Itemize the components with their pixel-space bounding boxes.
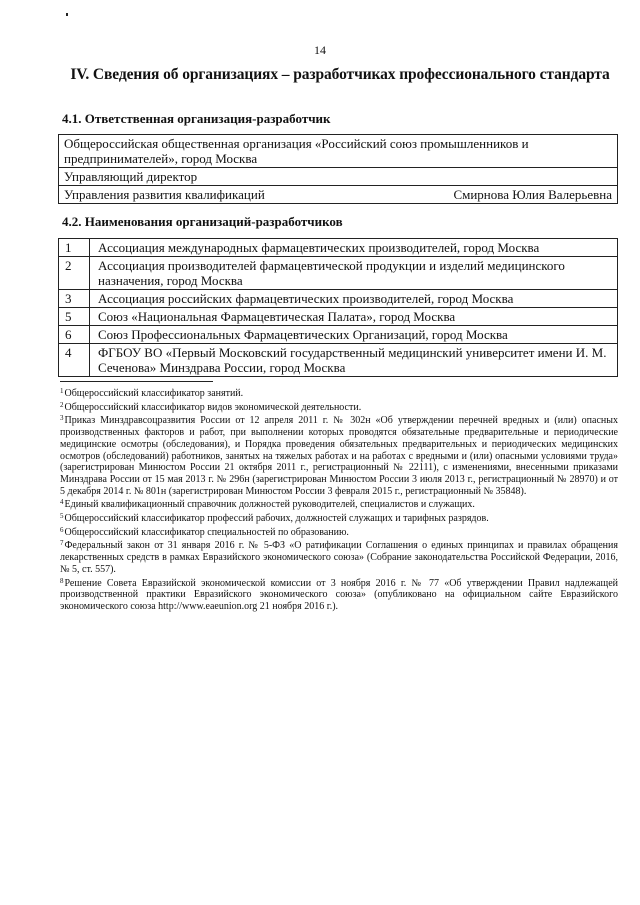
row-number: 1 (59, 239, 90, 257)
footnote-mark: 7 (60, 539, 64, 548)
table-row (59, 257, 618, 290)
responsible-org-table (58, 134, 618, 204)
org-name: Союз Профессиональных Фармацевтических Организаций, город Москва (90, 326, 618, 344)
footnote-mark: 3 (60, 414, 64, 423)
section-heading-developers: 4.2. Наименования организаций-разработчиков (62, 214, 343, 229)
footnote-text: Приказ Минздравсоцразвития России от 12 апреля 2011 г. № 302н «Об утверждении перечней вредных и (или) опасных производственных факторов и работ, при выполнении которых проводятся обязательные предварительные и периодические медицинские осмотры (обследования), и Порядка проведения обязательных предварительных и периодических медицинских осмотров (обследований) работников, занятых на тяжелых работах и на работах с вредными и (или) опасными условиями труда» (зарегистрирован Минюстом России 21 октября 2011 г., регистрационный № 22111), с изменениями, внесенными приказами Минздрава России от 15 мая 2013 г. № 296н (зарегистрирован Минюстом России 3 июля 2013 г., регистрационный № 28970) и от 5 декабря 2014 г. № 801н (зарегистрирован Минюстом России 3 февраля 2015 г., регистрационный № 35848). (60, 415, 618, 497)
org-name-cell: Общероссийская общественная организация «Российский союз промышленников и предпринимателей», город Москва (59, 135, 618, 168)
org-name: Ассоциация российских фармацевтических производителей, город Москва (90, 290, 618, 308)
footnote (60, 576, 618, 613)
department-person-cell (59, 186, 618, 204)
table-row (59, 168, 618, 186)
footnote-text: Общероссийский классификатор специальностей по образованию. (64, 526, 349, 538)
footnote-mark: 5 (60, 512, 64, 521)
row-number: 3 (59, 290, 90, 308)
table-row (59, 308, 618, 326)
org-name: ФГБОУ ВО «Первый Московский государственный медицинский университет имени И. М. Сеченова» Минздрава России, город Москва (90, 344, 618, 377)
developer-orgs-table (58, 238, 618, 377)
footnote-mark: 8 (60, 576, 64, 585)
page-title: IV. Сведения об организациях – разработчиках профессионального стандарта (70, 66, 610, 83)
footnote-mark: 1 (60, 387, 64, 395)
org-name: Ассоциация международных фармацевтических производителей, город Москва (90, 239, 618, 257)
table-row (59, 344, 618, 377)
org-name: Ассоциация производителей фармацевтической продукции и изделий медицинского назначения, город Москва (90, 257, 618, 290)
table-row (59, 135, 618, 168)
footnote-text: Общероссийский классификатор видов экономической деятельности. (64, 401, 362, 413)
footnote (60, 538, 618, 575)
table-row (59, 290, 618, 308)
footnote-mark: 2 (60, 400, 64, 409)
footnote (60, 386, 618, 400)
footnote (60, 497, 618, 511)
scan-speck (66, 13, 68, 16)
footnote (60, 511, 618, 525)
footnote-mark: 4 (60, 498, 64, 507)
footnote-mark: 6 (60, 525, 64, 534)
footnote-text: Решение Совета Евразийской экономической комиссии от 3 ноября 2016 г. № 77 «Об утверждении Правил надлежащей производственной практики Евразийского экономического союза» (опубликовано на официальном сайте Евразийского экономического союза http://www.eaeunion.org 21 ноября 2016 г.). (60, 577, 618, 612)
footnote-text: Федеральный закон от 31 января 2016 г. № 5-ФЗ «О ратификации Соглашения о единых принципах и правилах обращения лекарственных средств в рамках Евразийского экономического союза» (Собрание законодательства Российской Федерации, 2016, № 5, ст. 557). (60, 540, 618, 575)
position-cell: Управляющий директор (59, 168, 618, 186)
table-row (59, 239, 618, 257)
department-text: Управления развития квалификаций (64, 187, 265, 202)
footnote-text: Единый квалификационный справочник должностей руководителей, специалистов и служащих. (64, 499, 475, 511)
table-row (59, 186, 618, 204)
row-number: 4 (59, 344, 90, 377)
row-number: 5 (59, 308, 90, 326)
section-heading-responsible: 4.1. Ответственная организация-разработчик (62, 111, 331, 126)
footnote (60, 525, 618, 539)
footnote (60, 400, 618, 414)
table-row (59, 326, 618, 344)
org-name: Союз «Национальная Фармацевтическая Палата», город Москва (90, 308, 618, 326)
footnote (60, 413, 618, 497)
footnote-text: Общероссийский классификатор занятий. (64, 388, 244, 399)
page-number: 14 (314, 43, 326, 57)
person-name: Смирнова Юлия Валерьевна (453, 187, 612, 202)
row-number: 6 (59, 326, 90, 344)
footnote-text: Общероссийский классификатор профессий рабочих, должностей служащих и тарифных разрядов. (64, 513, 489, 525)
row-number: 2 (59, 257, 90, 290)
footnote-separator (60, 381, 213, 382)
footnotes (60, 386, 618, 613)
